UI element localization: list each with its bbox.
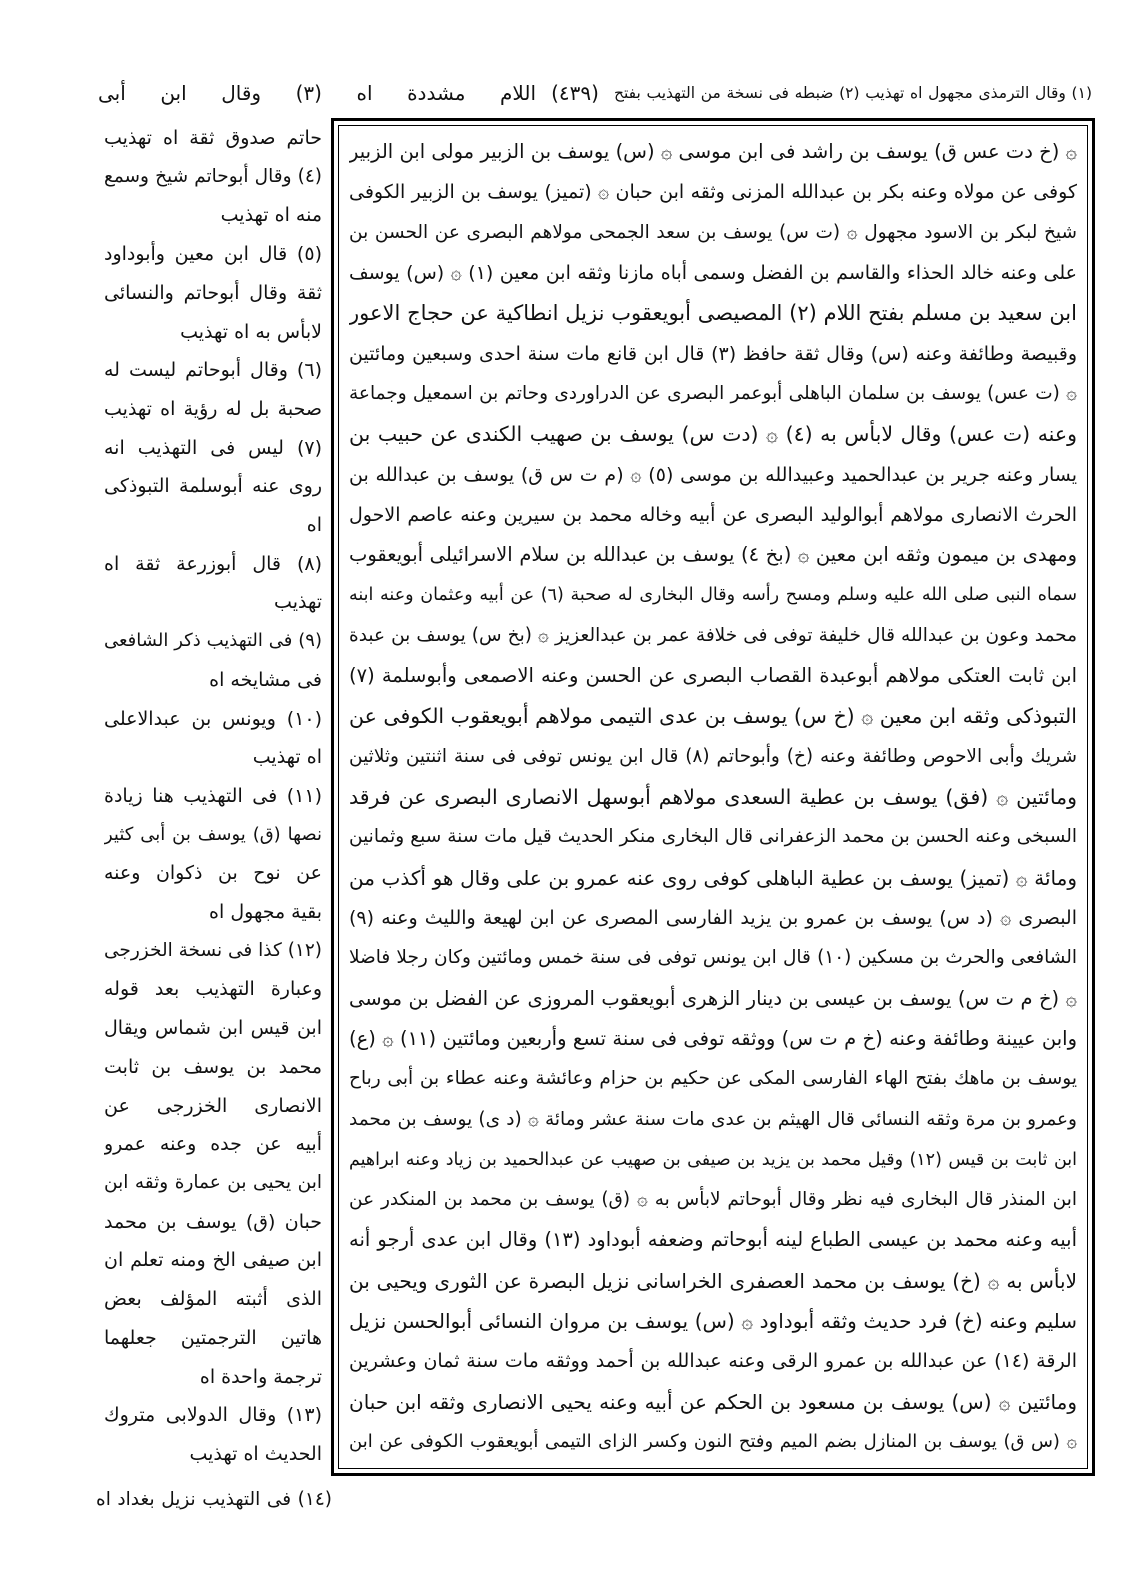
margin-note-line-27: أبيه عن جده وعنه عمرو	[104, 1133, 322, 1156]
margin-note-line-10: روى عنه أبوسلمة التبوذكى	[104, 475, 322, 498]
main-text-line-13: محمد وعون بن عبدالله قال خليفة توفى فى خلافة عمر بن عبدالعزيز ۞ (بخ س) يوسف بن عبدة	[349, 624, 1077, 646]
margin-note-line-28: ابن يحيى بن عمارة وثقه ابن	[104, 1171, 322, 1193]
margin-note-line-16: (١٠) ويونس بن عبدالاعلى	[104, 707, 322, 730]
main-text-inner-border	[338, 125, 1088, 1469]
main-text-line-23: وابن عيينة وطائفة وعنه (خ م ت س) ووثقه توفى فى سنة تسع وأربعين ومائتين (١١) ۞ (ع)	[349, 1026, 1077, 1050]
main-text-line-33: ۞ (س ق) يوسف بن المنازل بضم الميم وفتح النون وكسر الزاى التيمى أبويعقوب الكوفى عن ابن	[349, 1431, 1077, 1452]
margin-note-line-29: حبان (ق) يوسف بن محمد	[104, 1210, 322, 1233]
main-text-line-29: لابأس به ۞ (خ) يوسف بن محمد العصفرى الخراسانى نزيل البصرة عن الثورى ويحيى بن	[349, 1268, 1077, 1293]
main-text-line-1: ۞ (خ دت عس ق) يوسف بن راشد فى ابن موسى ۞ (س) يوسف بن الزبير مولى ابن الزبير	[349, 140, 1077, 163]
footnote-14: (١٤) فى التهذيب نزيل بغداد اه	[96, 1489, 332, 1510]
main-text-line-14: ابن ثابت العتكى مولاهم أبوعبدة القصاب البصرى عن الحسن وعنه الاصمعى وأبوسلمة (٧)	[349, 664, 1077, 688]
margin-note-line-4: (٥) قال ابن معين وأبوداود	[104, 243, 322, 266]
margin-note-line-20: عن نوح بن ذكوان وعنه	[104, 862, 322, 885]
margin-note-line-21: بقية مجهول اه	[209, 901, 322, 924]
margin-note-line-13: تهذيب	[274, 591, 322, 614]
main-text-line-9: يسار وعنه جرير بن عبدالحميد وعبيدالله بن موسى (٥) ۞ (م ت س ق) يوسف بن عبدالله بن	[349, 463, 1077, 486]
main-text-line-19: ومائة ۞ (تميز) يوسف بن عطية الباهلى كوفى روى عنه عمرو بن على وقال هو أكذب من	[349, 865, 1077, 890]
margin-note-line-33: ترجمة واحدة اه	[199, 1365, 322, 1388]
main-text-frame	[331, 118, 1095, 1476]
main-text-line-21: الشافعى والحرث بن مسكين (١٠) قال ابن يونس توفى فى سنة خمس ومائتين وكان رجلا فاضلا	[349, 947, 1077, 969]
main-text-line-25: وعمرو بن مرة وثقه النسائى قال الهيثم بن عدى مات سنة عشر ومائة ۞ (د ى) يوسف بن محمد	[349, 1108, 1077, 1130]
main-text-line-8: وعنه (ت عس) وقال لابأس به (٤) ۞ (دت س) يوسف بن صهيب الكندى عن حبيب بن	[349, 422, 1077, 447]
margin-note-line-18: (١١) فى التهذيب هنا زيادة	[104, 784, 322, 807]
margin-note-line-2: (٤) وقال أبوحاتم شيخ وسمع	[104, 165, 322, 187]
main-text-line-3: شيخ لبكر بن الاسود مجهول ۞ (ت س) يوسف بن سعد الجمحى مولاهم البصرى عن الحسن بن	[349, 221, 1077, 243]
margin-note-line-1: حاتم صدوق ثقة اه تهذيب	[104, 127, 322, 149]
main-text-line-16: شريك وأبى الاحوص وطائفة وعنه (خ) وأبوحاتم (٨) قال ابن يونس توفى فى سنة اثنتين وثلاثين	[349, 745, 1077, 767]
page-header	[98, 74, 1092, 112]
margin-note-line-12: (٨) قال أبوزرعة ثقة اه	[104, 552, 322, 575]
margin-note-line-34: (١٣) وقال الدولابى متروك	[104, 1404, 322, 1427]
main-text-line-18: السبخى وعنه الحسن بن محمد الزعفرانى قال البخارى منكر الحديث قيل مات سنة سبع وثمانين	[349, 826, 1077, 848]
margin-note-line-35: الحديث اه تهذيب	[189, 1442, 322, 1465]
main-text-line-27: ابن المنذر قال البخارى فيه نظر وقال أبوحاتم لابأس به ۞ (ق) يوسف بن محمد بن المنكدر عن	[349, 1189, 1077, 1211]
main-text-line-5: ابن سعيد بن مسلم بفتح اللام (٢) المصيصى أبويعقوب نزيل انطاكية عن حجاج الاعور	[349, 301, 1077, 326]
margin-note-line-17: اه تهذيب	[252, 746, 322, 769]
main-text-line-26: ابن ثابت بن قيس (١٢) وقيل محمد بن يزيد بن صيفى بن صهيب عن عبدالحميد بن زياد وعنه ابراهيم	[349, 1149, 1077, 1170]
margin-note-line-24: ابن قيس ابن شماس ويقال	[104, 1017, 322, 1040]
main-text-line-10: الحرث الانصارى مولاهم أبوالوليد البصرى عن أبيه وخاله محمد بن سيرين وعنه عاصم الاحول	[349, 503, 1077, 526]
margin-note-line-8: صحبة بل له رؤية اه تهذيب	[104, 397, 322, 420]
main-text-line-24: يوسف بن ماهك بفتح الهاء الفارسى المكى عن حكيم بن حزام وعائشة وعنه عطاء بن أبى رباح	[349, 1068, 1077, 1090]
margin-note-line-22: (١٢) كذا فى نسخة الخزرجى	[104, 939, 322, 961]
main-text-line-30: سليم وعنه (خ) فرد حديث وثقه أبوداود ۞ (س) يوسف بن مروان النسائى أبوالحسن نزيل	[349, 1309, 1077, 1334]
margin-note-line-23: وعبارة التهذيب بعد قوله	[104, 978, 322, 1001]
main-text-line-12: سماه النبى صلى الله عليه وسلم ومسح رأسه وقال البخارى له صحبة (٦) عن أبيه وعثمان وعنه ابنه	[349, 585, 1077, 606]
main-text-line-2: كوفى عن مولاه وعنه بكر بن عبدالله المزنى وثقه ابن حبان ۞ (تميز) يوسف بن الزبير الكوفى	[349, 181, 1077, 204]
main-text-line-31: الرقة (١٤) عن عبدالله بن عمرو الرقى وعنه عبدالله بن أحمد ووثقه مات سنة ثمان وعشرين	[349, 1350, 1077, 1373]
margin-note-line-31: الذى أثبته المؤلف بعض	[104, 1288, 322, 1311]
margin-notes-column	[104, 120, 322, 1472]
header-footnotes-left: اللام مشددة اه (٣) وقال ابن أبى	[98, 81, 536, 105]
main-text-line-17: ومائتين ۞ (فق) يوسف بن عطية السعدى مولاهم أبوسهل الانصارى البصرى عن فرقد	[349, 785, 1077, 809]
margin-note-line-19: نصها (ق) يوسف بن أبى كثير	[104, 823, 322, 845]
margin-note-line-14: (٩) فى التهذيب ذكر الشافعى	[104, 630, 322, 652]
margin-note-line-11: اه	[306, 514, 322, 537]
page-number: (٤٣٩)	[551, 81, 599, 105]
header-footnotes-right: (١) وقال الترمذى مجهول اه تهذيب (٢) ضبطه فى نسخة من التهذيب بفتح	[614, 84, 1092, 102]
margin-note-line-3: منه اه تهذيب	[220, 204, 322, 227]
margin-note-line-25: محمد بن يوسف بن ثابت	[104, 1055, 322, 1078]
margin-note-line-5: ثقة وقال أبوحاتم والنسائى	[104, 281, 322, 304]
margin-note-line-6: لابأس به اه تهذيب	[180, 320, 322, 343]
margin-note-line-32: هاتين الترجمتين جعلهما	[104, 1326, 322, 1349]
main-text-line-15: التبوذكى وثقه ابن معين ۞ (خ س) يوسف بن عدى التيمى مولاهم أبويعقوب الكوفى عن	[349, 704, 1077, 729]
main-text-line-22: ۞ (خ م ت س) يوسف بن عيسى بن دينار الزهرى أبويعقوب المروزى عن الفضل بن موسى	[349, 986, 1077, 1010]
main-text-line-4: على وعنه خالد الحذاء والقاسم بن الفضل وسمى أباه مازنا وثقه ابن معين (١) ۞ (س) يوسف	[349, 261, 1077, 284]
main-text-line-28: أبيه وعنه محمد بن عيسى الطباع لينه أبوحاتم وضعفه أبوداود (١٣) وقال ابن عدى أرجو أنه	[349, 1228, 1077, 1252]
main-text-line-20: البصرى ۞ (د س) يوسف بن عمرو بن يزيد الفارسى المصرى عن ابن لهيعة والليث وعنه (٩)	[349, 906, 1077, 929]
main-text-line-32: ومائتين ۞ (س) يوسف بن مسعود بن الحكم عن أبيه وعنه يحيى الانصارى وثقه ابن حبان	[349, 1389, 1077, 1414]
margin-note-line-15: فى مشايخه اه	[209, 668, 322, 691]
margin-note-line-9: (٧) ليس فى التهذيب انه	[104, 436, 322, 459]
main-text-line-6: وقبيصة وطائفة وعنه (س) وقال ثقة حافظ (٣) قال ابن قانع مات سنة احدى وسبعين ومائتين	[349, 342, 1077, 365]
margin-note-line-26: الانصارى الخزرجى عن	[104, 1094, 322, 1117]
margin-note-line-30: ابن صيفى الخ ومنه تعلم ان	[104, 1249, 322, 1272]
margin-note-line-7: (٦) وقال أبوحاتم ليست له	[104, 359, 322, 382]
main-text-line-11: ومهدى بن ميمون وثقه ابن معين ۞ (بخ ٤) يوسف بن عبدالله بن سلام الاسرائيلى أبويعقوب	[349, 543, 1077, 567]
main-text-line-7: ۞ (ت عس) يوسف بن سلمان الباهلى أبوعمر البصرى عن الدراوردى وحاتم بن اسمعيل وجماعة	[349, 382, 1077, 404]
